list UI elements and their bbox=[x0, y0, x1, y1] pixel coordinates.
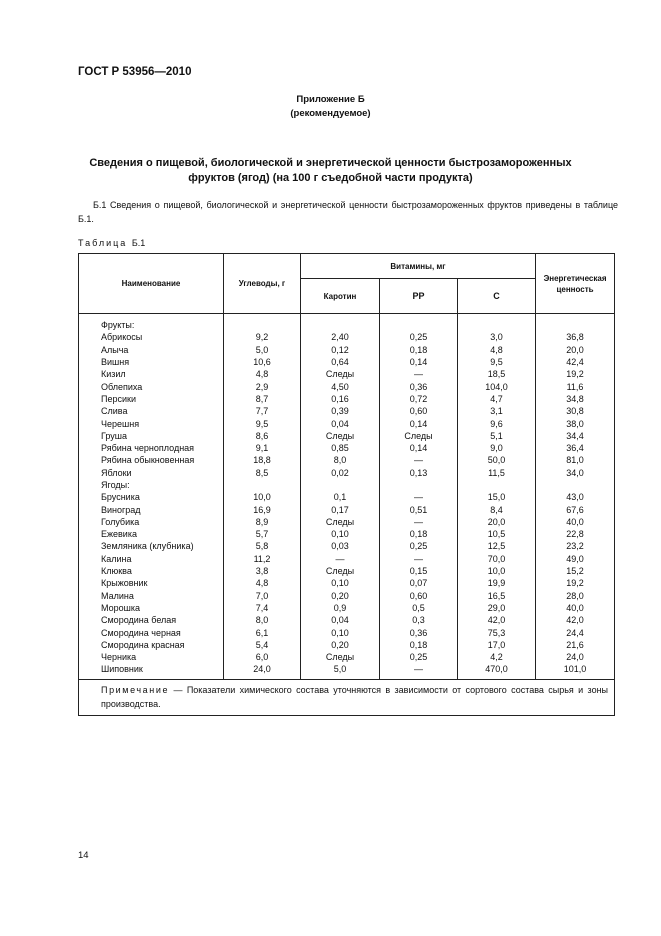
cell-carbs bbox=[224, 314, 301, 332]
cell-carbs: 7,4 bbox=[224, 602, 301, 614]
cell-name: Вишня bbox=[79, 356, 224, 368]
cell-c: 9,0 bbox=[458, 442, 536, 454]
cell-pp: 0,25 bbox=[380, 540, 458, 552]
table-row bbox=[79, 479, 615, 491]
cell-energy: 24,4 bbox=[536, 626, 615, 638]
table-caption-number: Б.1 bbox=[131, 238, 146, 248]
header-carotene: Каротин bbox=[301, 279, 380, 314]
cell-carbs: 8,9 bbox=[224, 516, 301, 528]
cell-name: Клюква bbox=[79, 565, 224, 577]
cell-name: Рябина обыкновенная bbox=[79, 454, 224, 466]
cell-carotene bbox=[301, 479, 380, 491]
table-note bbox=[79, 679, 615, 715]
cell-c: 3,0 bbox=[458, 331, 536, 343]
header-name: Наименование bbox=[79, 254, 224, 314]
cell-carotene: 0,10 bbox=[301, 577, 380, 589]
table-row bbox=[79, 663, 615, 679]
table-row bbox=[79, 417, 615, 429]
nutrition-table bbox=[78, 253, 615, 716]
cell-energy: 81,0 bbox=[536, 454, 615, 466]
cell-carotene: 5,0 bbox=[301, 663, 380, 679]
cell-carbs: 9,2 bbox=[224, 331, 301, 343]
cell-energy: 42,0 bbox=[536, 614, 615, 626]
cell-name: Виноград bbox=[79, 503, 224, 515]
cell-energy: 15,2 bbox=[536, 565, 615, 577]
cell-carotene bbox=[301, 314, 380, 332]
cell-energy: 22,8 bbox=[536, 528, 615, 540]
cell-carotene: Следы bbox=[301, 565, 380, 577]
cell-energy: 40,0 bbox=[536, 516, 615, 528]
cell-carotene: 0,20 bbox=[301, 639, 380, 651]
cell-name: Малина bbox=[79, 590, 224, 602]
cell-carbs: 16,9 bbox=[224, 503, 301, 515]
cell-c: 4,2 bbox=[458, 651, 536, 663]
cell-pp: 0,07 bbox=[380, 577, 458, 589]
cell-c: 104,0 bbox=[458, 380, 536, 392]
cell-pp: — bbox=[380, 553, 458, 565]
header-energy: Энергетическая ценность bbox=[536, 254, 615, 314]
cell-carbs: 5,8 bbox=[224, 540, 301, 552]
cell-c: 50,0 bbox=[458, 454, 536, 466]
cell-energy: 38,0 bbox=[536, 417, 615, 429]
cell-pp bbox=[380, 314, 458, 332]
cell-energy: 42,4 bbox=[536, 356, 615, 368]
table-row bbox=[79, 491, 615, 503]
cell-pp: — bbox=[380, 491, 458, 503]
cell-name: Смородина белая bbox=[79, 614, 224, 626]
table-row bbox=[79, 442, 615, 454]
table-body bbox=[79, 314, 615, 680]
cell-c: 42,0 bbox=[458, 614, 536, 626]
cell-energy: 36,4 bbox=[536, 442, 615, 454]
cell-c: 16,5 bbox=[458, 590, 536, 602]
cell-c: 4,8 bbox=[458, 344, 536, 356]
cell-c: 17,0 bbox=[458, 639, 536, 651]
cell-pp bbox=[380, 479, 458, 491]
cell-carbs: 24,0 bbox=[224, 663, 301, 679]
cell-energy bbox=[536, 479, 615, 491]
cell-carbs: 5,4 bbox=[224, 639, 301, 651]
cell-pp: 0,60 bbox=[380, 405, 458, 417]
cell-c: 9,5 bbox=[458, 356, 536, 368]
cell-carbs: 11,2 bbox=[224, 553, 301, 565]
cell-energy: 49,0 bbox=[536, 553, 615, 565]
cell-carotene: — bbox=[301, 553, 380, 565]
cell-carbs: 8,6 bbox=[224, 430, 301, 442]
cell-pp: 0,3 bbox=[380, 614, 458, 626]
cell-energy: 24,0 bbox=[536, 651, 615, 663]
cell-pp: 0,60 bbox=[380, 590, 458, 602]
cell-c: 11,5 bbox=[458, 467, 536, 479]
cell-c: 75,3 bbox=[458, 626, 536, 638]
table-row bbox=[79, 344, 615, 356]
cell-c: 15,0 bbox=[458, 491, 536, 503]
header-carbs: Углеводы, г bbox=[224, 254, 301, 314]
cell-c: 10,0 bbox=[458, 565, 536, 577]
cell-pp: 0,25 bbox=[380, 651, 458, 663]
cell-c: 5,1 bbox=[458, 430, 536, 442]
cell-energy: 67,6 bbox=[536, 503, 615, 515]
cell-name: Ежевика bbox=[79, 528, 224, 540]
cell-name: Брусника bbox=[79, 491, 224, 503]
table-row bbox=[79, 528, 615, 540]
cell-carbs: 10,0 bbox=[224, 491, 301, 503]
cell-carotene: 0,04 bbox=[301, 417, 380, 429]
cell-pp: 0,18 bbox=[380, 344, 458, 356]
cell-name: Слива bbox=[79, 405, 224, 417]
cell-carbs: 6,1 bbox=[224, 626, 301, 638]
cell-carotene: Следы bbox=[301, 368, 380, 380]
appendix-subtitle: (рекомендуемое) bbox=[290, 108, 371, 119]
cell-name: Черника bbox=[79, 651, 224, 663]
appendix-title: Приложение Б bbox=[296, 94, 365, 105]
cell-pp: — bbox=[380, 454, 458, 466]
cell-name: Груша bbox=[79, 430, 224, 442]
table-row bbox=[79, 314, 615, 332]
cell-energy: 34,0 bbox=[536, 467, 615, 479]
cell-name: Персики bbox=[79, 393, 224, 405]
cell-energy: 21,6 bbox=[536, 639, 615, 651]
cell-name: Ягоды: bbox=[79, 479, 224, 491]
cell-name: Кизил bbox=[79, 368, 224, 380]
table-row bbox=[79, 405, 615, 417]
cell-pp: — bbox=[380, 516, 458, 528]
cell-name: Шиповник bbox=[79, 663, 224, 679]
table-row bbox=[79, 639, 615, 651]
header-c: С bbox=[458, 279, 536, 314]
cell-carbs: 9,5 bbox=[224, 417, 301, 429]
note-label: Примечание bbox=[101, 684, 170, 695]
cell-carotene: 0,64 bbox=[301, 356, 380, 368]
header-vitamins: Витамины, мг bbox=[301, 254, 536, 279]
cell-pp: 0,14 bbox=[380, 417, 458, 429]
cell-pp: Следы bbox=[380, 430, 458, 442]
cell-carbs bbox=[224, 479, 301, 491]
cell-carotene: 0,03 bbox=[301, 540, 380, 552]
table-caption-label: Таблица bbox=[78, 238, 128, 248]
cell-carbs: 8,5 bbox=[224, 467, 301, 479]
table-row bbox=[79, 380, 615, 392]
cell-energy: 19,2 bbox=[536, 368, 615, 380]
cell-carbs: 2,9 bbox=[224, 380, 301, 392]
cell-name: Смородина черная bbox=[79, 626, 224, 638]
cell-pp: 0,36 bbox=[380, 380, 458, 392]
cell-carbs: 5,0 bbox=[224, 344, 301, 356]
cell-energy: 23,2 bbox=[536, 540, 615, 552]
cell-c: 3,1 bbox=[458, 405, 536, 417]
cell-energy: 30,8 bbox=[536, 405, 615, 417]
cell-energy: 28,0 bbox=[536, 590, 615, 602]
cell-energy bbox=[536, 314, 615, 332]
cell-pp: — bbox=[380, 663, 458, 679]
cell-energy: 19,2 bbox=[536, 577, 615, 589]
cell-carbs: 6,0 bbox=[224, 651, 301, 663]
table-row bbox=[79, 540, 615, 552]
standard-code: ГОСТ Р 53956—2010 bbox=[78, 66, 192, 78]
table-row bbox=[79, 467, 615, 479]
cell-name: Калина bbox=[79, 553, 224, 565]
cell-carotene: 4,50 bbox=[301, 380, 380, 392]
cell-carotene: 0,02 bbox=[301, 467, 380, 479]
section-heading: Сведения о пищевой, биологической и энергетической ценности быстрозамороженных фруктов (ягод) (на 100 г съедобной части продукта) bbox=[89, 157, 572, 184]
cell-carotene: 0,12 bbox=[301, 344, 380, 356]
table-row bbox=[79, 651, 615, 663]
cell-name: Голубика bbox=[79, 516, 224, 528]
cell-carbs: 10,6 bbox=[224, 356, 301, 368]
table-row bbox=[79, 368, 615, 380]
cell-c: 9,6 bbox=[458, 417, 536, 429]
cell-c: 8,4 bbox=[458, 503, 536, 515]
cell-energy: 34,4 bbox=[536, 430, 615, 442]
cell-pp: 0,15 bbox=[380, 565, 458, 577]
table-row bbox=[79, 626, 615, 638]
cell-pp: 0,14 bbox=[380, 356, 458, 368]
cell-carotene: Следы bbox=[301, 651, 380, 663]
cell-carbs: 8,0 bbox=[224, 614, 301, 626]
cell-pp: 0,5 bbox=[380, 602, 458, 614]
cell-c bbox=[458, 479, 536, 491]
cell-name: Рябина черноплодная bbox=[79, 442, 224, 454]
note-text: — Показатели химического состава уточняются в зависимости от сортового состава сырья и зоны производства. bbox=[101, 684, 609, 709]
cell-energy: 36,8 bbox=[536, 331, 615, 343]
table-row bbox=[79, 331, 615, 343]
cell-c: 29,0 bbox=[458, 602, 536, 614]
cell-c: 10,5 bbox=[458, 528, 536, 540]
table-row bbox=[79, 356, 615, 368]
table-row bbox=[79, 590, 615, 602]
cell-carotene: 0,10 bbox=[301, 528, 380, 540]
table-row bbox=[79, 565, 615, 577]
cell-c: 470,0 bbox=[458, 663, 536, 679]
cell-pp: — bbox=[380, 368, 458, 380]
cell-carotene: Следы bbox=[301, 430, 380, 442]
cell-name: Земляника (клубника) bbox=[79, 540, 224, 552]
cell-name: Морошка bbox=[79, 602, 224, 614]
cell-pp: 0,14 bbox=[380, 442, 458, 454]
cell-pp: 0,18 bbox=[380, 639, 458, 651]
page-number: 14 bbox=[78, 850, 89, 861]
cell-carotene: 0,1 bbox=[301, 491, 380, 503]
cell-carotene: 0,20 bbox=[301, 590, 380, 602]
table-row bbox=[79, 454, 615, 466]
cell-c: 18,5 bbox=[458, 368, 536, 380]
cell-energy: 34,8 bbox=[536, 393, 615, 405]
cell-carotene: 2,40 bbox=[301, 331, 380, 343]
cell-carotene: 0,04 bbox=[301, 614, 380, 626]
cell-carbs: 9,1 bbox=[224, 442, 301, 454]
cell-carotene: Следы bbox=[301, 516, 380, 528]
cell-carbs: 8,7 bbox=[224, 393, 301, 405]
cell-energy: 11,6 bbox=[536, 380, 615, 392]
table-caption bbox=[78, 238, 145, 248]
cell-carbs: 7,0 bbox=[224, 590, 301, 602]
cell-carbs: 3,8 bbox=[224, 565, 301, 577]
cell-carbs: 4,8 bbox=[224, 368, 301, 380]
cell-pp: 0,36 bbox=[380, 626, 458, 638]
header-pp: РР bbox=[380, 279, 458, 314]
table-row bbox=[79, 430, 615, 442]
cell-carbs: 4,8 bbox=[224, 577, 301, 589]
cell-carotene: 0,39 bbox=[301, 405, 380, 417]
cell-pp: 0,72 bbox=[380, 393, 458, 405]
cell-name: Облепиха bbox=[79, 380, 224, 392]
cell-pp: 0,51 bbox=[380, 503, 458, 515]
cell-carotene: 0,9 bbox=[301, 602, 380, 614]
cell-energy: 40,0 bbox=[536, 602, 615, 614]
cell-c: 20,0 bbox=[458, 516, 536, 528]
cell-carotene: 0,16 bbox=[301, 393, 380, 405]
cell-name: Черешня bbox=[79, 417, 224, 429]
cell-name: Фрукты: bbox=[79, 314, 224, 332]
cell-carotene: 0,10 bbox=[301, 626, 380, 638]
table-row bbox=[79, 602, 615, 614]
cell-name: Яблоки bbox=[79, 467, 224, 479]
table-row bbox=[79, 516, 615, 528]
cell-energy: 43,0 bbox=[536, 491, 615, 503]
cell-carotene: 0,85 bbox=[301, 442, 380, 454]
cell-pp: 0,25 bbox=[380, 331, 458, 343]
cell-pp: 0,18 bbox=[380, 528, 458, 540]
cell-carbs: 7,7 bbox=[224, 405, 301, 417]
cell-pp: 0,13 bbox=[380, 467, 458, 479]
table-row bbox=[79, 553, 615, 565]
cell-c: 4,7 bbox=[458, 393, 536, 405]
cell-energy: 101,0 bbox=[536, 663, 615, 679]
cell-c: 12,5 bbox=[458, 540, 536, 552]
cell-carotene: 0,17 bbox=[301, 503, 380, 515]
table-row bbox=[79, 577, 615, 589]
cell-c bbox=[458, 314, 536, 332]
cell-c: 70,0 bbox=[458, 553, 536, 565]
cell-name: Абрикосы bbox=[79, 331, 224, 343]
cell-carotene: 8,0 bbox=[301, 454, 380, 466]
cell-name: Крыжовник bbox=[79, 577, 224, 589]
cell-c: 19,9 bbox=[458, 577, 536, 589]
table-row bbox=[79, 393, 615, 405]
table-row bbox=[79, 503, 615, 515]
cell-carbs: 5,7 bbox=[224, 528, 301, 540]
cell-energy: 20,0 bbox=[536, 344, 615, 356]
cell-name: Смородина красная bbox=[79, 639, 224, 651]
cell-carbs: 18,8 bbox=[224, 454, 301, 466]
table-row bbox=[79, 614, 615, 626]
intro-paragraph: Б.1 Сведения о пищевой, биологической и энергетической ценности быстрозамороженных фруктов приведены в таблице Б.1. bbox=[78, 200, 618, 224]
cell-name: Алыча bbox=[79, 344, 224, 356]
